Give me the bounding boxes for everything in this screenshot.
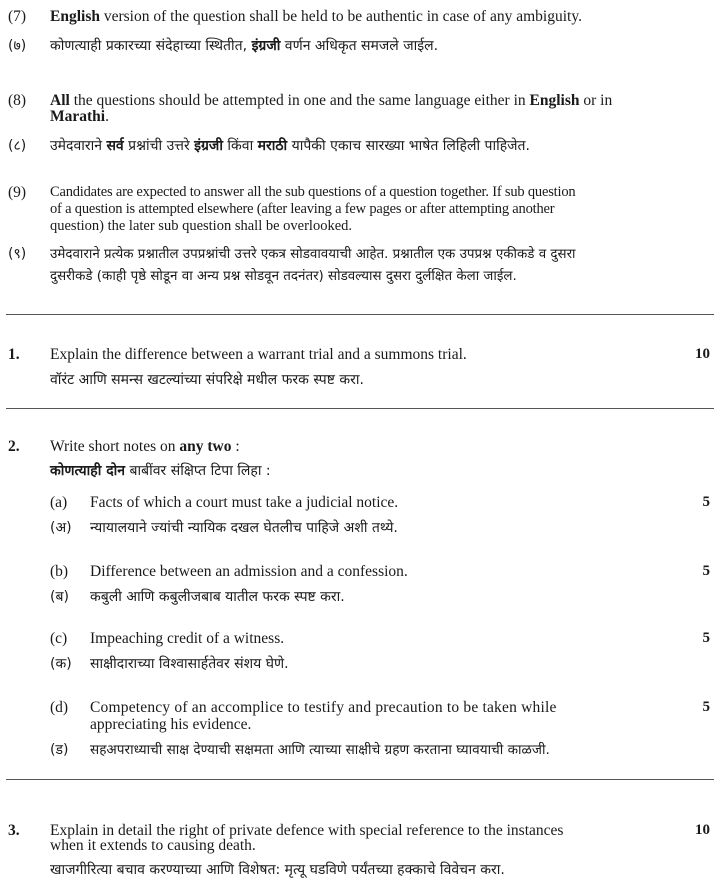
sub-question-text-en: Competency of an accomplice to testify and precaution to be taken while <box>90 699 557 716</box>
sub-question-text-mr: साक्षीदाराच्या विश्वासार्हतेवर संशय घेणे. <box>90 656 289 672</box>
sub-question-label: (b) <box>50 563 69 580</box>
question-number: 1. <box>8 346 20 363</box>
instruction-number: (7) <box>8 8 27 25</box>
sub-question-label-mr: (ब) <box>50 589 69 605</box>
sub-question-marks: 5 <box>702 630 710 646</box>
instruction-text-mr: उमेदवाराने सर्व प्रश्नांची उत्तरे इंग्रजी किंवा मराठी यापैकी एकाच सारख्या भाषेत लिहिली पाहिजेत. <box>50 138 530 154</box>
question-text-en: Explain in detail the right of private defence with special reference to the instances <box>50 822 564 839</box>
instruction-text-mr: कोणत्याही प्रकारच्या संदेहाच्या स्थितीत, इंग्रजी वर्णन अधिकृत समजले जाईल. <box>50 38 439 54</box>
sub-question-marks: 5 <box>702 494 710 510</box>
sub-question-text-en: Facts of which a court must take a judicial notice. <box>90 494 399 511</box>
sub-question-label: (a) <box>50 494 68 511</box>
instruction-text-en-line: question) the later sub question shall be overlooked. <box>50 218 353 234</box>
sub-question-text-mr: सहअपराध्याची साक्ष देण्याची सक्षमता आणि त्याच्या साक्षीचे ग्रहण करताना घ्यावयाची काळजी. <box>90 742 550 758</box>
sub-question-text-en-line2: appreciating his evidence. <box>90 716 252 733</box>
instruction-number-mr: (७) <box>8 38 27 54</box>
question-text-mr: कोणत्याही दोन बाबींवर संक्षिप्त टिपा लिहा : <box>50 463 271 479</box>
question-text-mr: वॉरंट आणि समन्स खटल्यांच्या संपरिक्षे मधील फरक स्पष्ट करा. <box>50 372 364 388</box>
question-text-en-line2: when it extends to causing death. <box>50 837 256 854</box>
instruction-number-mr: (९) <box>8 246 27 262</box>
instruction-number-mr: (८) <box>8 138 27 154</box>
instruction-number: (8) <box>8 92 27 109</box>
separator-line <box>6 314 714 315</box>
question-marks: 10 <box>695 822 710 838</box>
question-text-en: Explain the difference between a warrant trial and a summons trial. <box>50 346 467 363</box>
separator-line <box>6 779 714 780</box>
sub-question-label: (d) <box>50 699 69 716</box>
sub-question-text-en: Difference between an admission and a confession. <box>90 563 408 580</box>
question-number: 2. <box>8 438 20 455</box>
sub-question-label: (c) <box>50 630 68 647</box>
sub-question-label-mr: (क) <box>50 656 72 672</box>
question-number: 3. <box>8 822 20 839</box>
sub-question-text-mr: न्यायालयाने ज्यांची न्यायिक दखल घेतलीच पाहिजे अशी तथ्ये. <box>90 520 398 536</box>
question-marks: 10 <box>695 346 710 362</box>
instruction-text-en-line: Candidates are expected to answer all the sub questions of a question together. If sub question <box>50 184 576 200</box>
sub-question-marks: 5 <box>702 563 710 579</box>
question-text-en: Write short notes on any two : <box>50 438 240 455</box>
question-text-mr: खाजगीरित्या बचाव करण्याच्या आणि विशेषत: मृत्यू घडविणे पर्यंतच्या हक्काचे विवेचन करा. <box>50 862 505 878</box>
sub-question-text-mr: कबुली आणि कबुलीजबाब यातील फरक स्पष्ट करा. <box>90 589 345 605</box>
instruction-text-en: English version of the question shall be held to be authentic in case of any ambiguity. <box>50 8 582 25</box>
instruction-text-mr-line: उमेदवाराने प्रत्येक प्रश्नातील उपप्रश्नांची उत्तरे एकत्र सोडवावयाची आहेत. प्रश्नातील एक उपप्रश्न एकीकडे व दुसरा <box>50 247 576 262</box>
sub-question-label-mr: (अ) <box>50 520 72 536</box>
instruction-text-en: All the questions should be attempted in one and the same language either in English or in <box>50 92 613 109</box>
instruction-text-en-line2: Marathi. <box>50 108 109 125</box>
instruction-number: (9) <box>8 184 27 201</box>
instruction-text-mr-line: दुसरीकडे (काही पृष्ठे सोडून वा अन्य प्रश्न सोडवून तदनंतर) सोडवल्यास दुसरा दुर्लक्षित केला जाईल. <box>50 269 517 284</box>
instruction-text-en-line: of a question is attempted elsewhere (after leaving a few pages or after attempting another <box>50 201 555 217</box>
separator-line <box>6 408 714 409</box>
sub-question-label-mr: (ड) <box>50 742 69 758</box>
sub-question-text-en: Impeaching credit of a witness. <box>90 630 285 647</box>
sub-question-marks: 5 <box>702 699 710 715</box>
